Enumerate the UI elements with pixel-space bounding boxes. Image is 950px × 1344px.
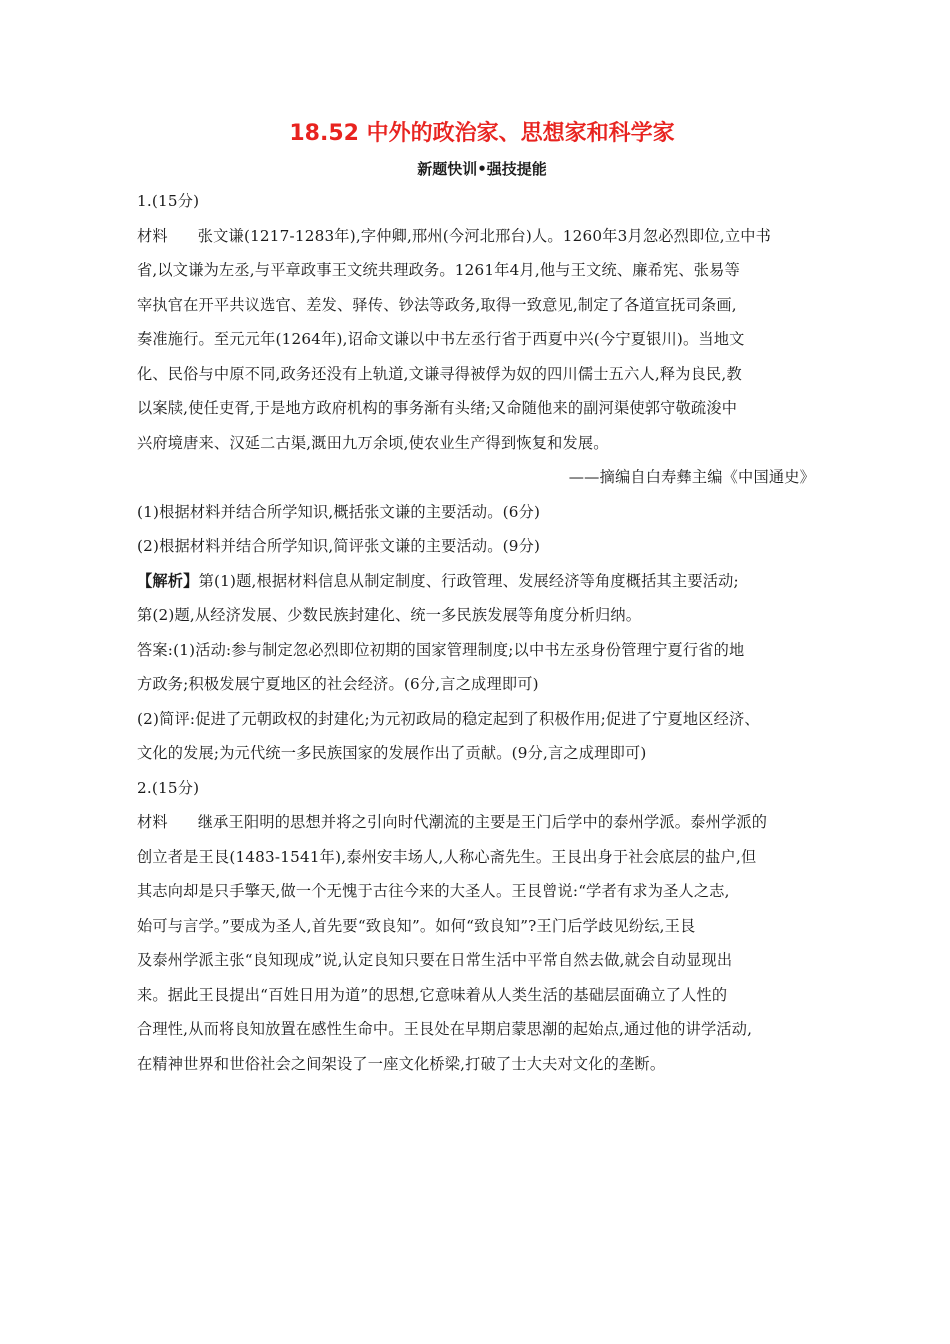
document-page: [137, 118, 827, 1081]
q1-answer-line: (2)简评:促进了元朝政权的封建化;为元初政局的稳定起到了积极作用;促进了宁夏地区经济、: [137, 709, 760, 728]
q1-analysis-line: 第(2)题,从经济发展、少数民族封建化、统一多民族发展等角度分析归纳。: [137, 606, 642, 624]
q1-material-line: [137, 219, 827, 254]
q1-material-text: 张文谦(1217-1283年),字仲卿,邢州(今河北邢台)人。1260年3月忽必烈即位,立中书: [197, 226, 771, 245]
q2-material-label: 材料: [137, 813, 168, 831]
q1-material-line: 以案牍,使任吏胥,于是地方政府机构的事务渐有头绪;又命随他来的副河渠使郭守敬疏浚中: [137, 399, 738, 417]
q1-answer-line: 方政务;积极发展宁夏地区的社会经济。(6分,言之成理即可): [137, 675, 539, 693]
q1-material-line: 兴府境唐来、汉延二古渠,溉田九万余顷,使农业生产得到恢复和发展。: [137, 433, 609, 452]
q2-material-line: 来。据此王艮提出“百姓日用为道”的思想,它意味着从人类生活的基础层面确立了人性的: [137, 985, 728, 1004]
q1-material-line: 化、民俗与中原不同,政务还没有上轨道,文谦寻得被俘为奴的四川儒士五六人,释为良民,教: [137, 364, 742, 383]
q2-material-line: 其志向却是只手擎天,做一个无愧于古往今来的大圣人。王艮曾说:“学者有求为圣人之志,: [137, 882, 730, 900]
q1-subquestion-2: (2)根据材料并结合所学知识,简评张文谦的主要活动。(9分): [137, 537, 541, 555]
q1-answer-line: 文化的发展;为元代统一多民族国家的发展作出了贡献。(9分,言之成理即可): [137, 744, 647, 762]
q1-material-label: 材料: [137, 226, 168, 245]
q1-analysis: [137, 564, 827, 599]
q1-source: ——摘编自白寿彝主编《中国通史》: [568, 468, 815, 486]
analysis-text: 第(1)题,根据材料信息从制定制度、行政管理、发展经济等角度概括其主要活动;: [198, 571, 739, 590]
analysis-label: 【解析】: [137, 571, 199, 590]
q1-material-line: 奏准施行。至元元年(1264年),诏命文谦以中书左丞行省于西夏中兴(今宁夏银川)。当地文: [137, 330, 745, 348]
q2-material-line: [137, 805, 827, 840]
q2-material-line: 合理性,从而将良知放置在感性生命中。王艮处在早期启蒙思潮的起始点,通过他的讲学活动,: [137, 1020, 753, 1038]
q1-material-line: 省,以文谦为左丞,与平章政事王文统共理政务。1261年4月,他与王文统、廉希宪、张易等: [137, 261, 740, 279]
q1-answer-line: 答案:(1)活动:参与制定忽必烈即位初期的国家管理制度;以中书左丞身份管理宁夏行省的地: [137, 640, 745, 659]
q2-material-text: 继承王阳明的思想并将之引向时代潮流的主要是王门后学中的泰州学派。泰州学派的: [197, 813, 768, 831]
q1-material-line: 宰执官在开平共议选官、差发、驿传、钞法等政务,取得一致意见,制定了各道宣抚司条画,: [137, 295, 737, 314]
q1-subquestion-1: (1)根据材料并结合所学知识,概括张文谦的主要活动。(6分): [137, 502, 541, 521]
q2-material-line: 创立者是王艮(1483-1541年),泰州安丰场人,人称心斋先生。王艮出身于社会底层的盐户,但: [137, 847, 757, 866]
document-title: 18.52 中外的政治家、思想家和科学家: [289, 121, 675, 146]
q1-header: 1.(15分): [137, 192, 200, 210]
q2-material-line: 在精神世界和世俗社会之间架设了一座文化桥梁,打破了士大夫对文化的垄断。: [137, 1054, 666, 1073]
q2-header: 2.(15分): [137, 778, 200, 797]
q2-material-line: 始可与言学。”要成为圣人,首先要“致良知”。如何“致良知”?王门后学歧见纷纭,王艮: [137, 916, 696, 935]
document-subtitle: 新题快训•强技提能: [417, 160, 547, 178]
q2-material-line: 及泰州学派主张“良知现成”说,认定良知只要在日常生活中平常自然去做,就会自动显现出: [137, 951, 733, 969]
